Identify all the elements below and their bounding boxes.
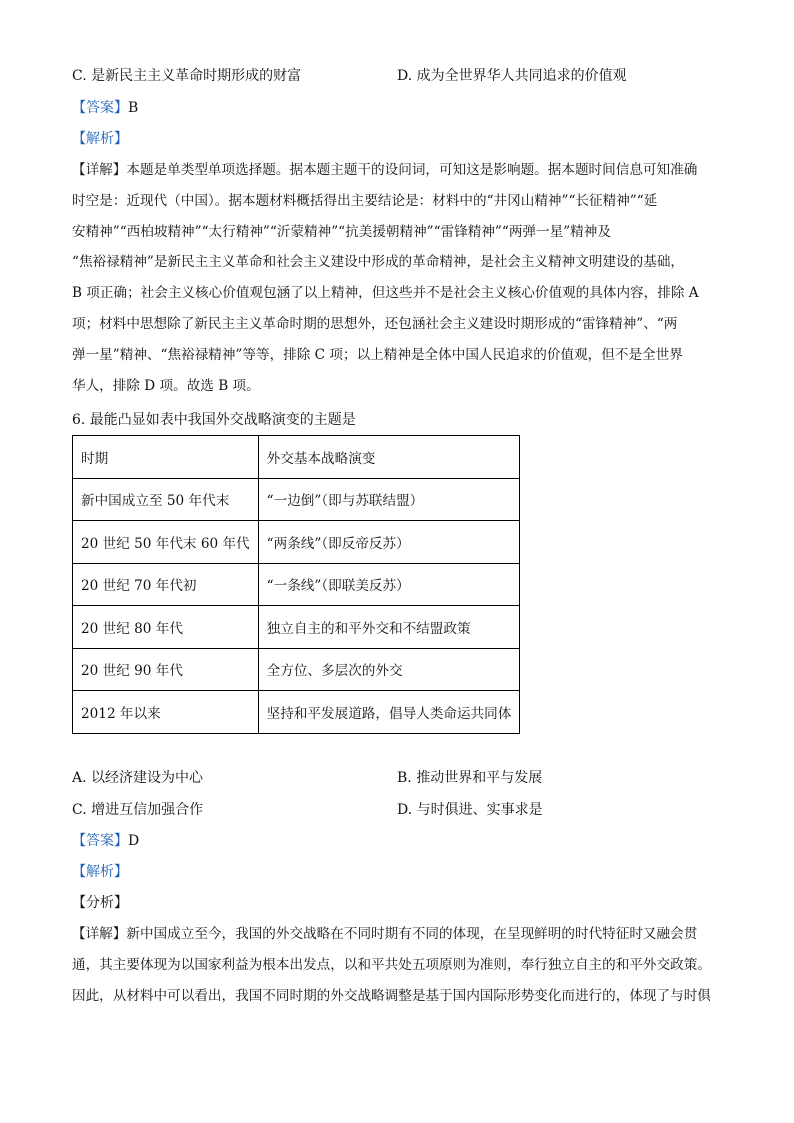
q6-option-a: A. 以经济建设为中心	[72, 770, 204, 786]
period-cell: 新中国成立至 50 年代末	[73, 478, 259, 521]
table-row	[73, 648, 520, 691]
table-row	[73, 563, 520, 606]
q6-analysis-tag: 【解析】	[72, 864, 128, 880]
detail-line: 弹一星”精神、“焦裕禄精神”等等，排除 C 项；以上精神是全体中国人民追求的价值观，但不是全世界	[72, 346, 683, 363]
strategy-cell: 坚持和平发展道路，倡导人类命运共同体	[258, 691, 520, 734]
q6-answer-line	[72, 831, 139, 851]
q5-answer-line	[72, 98, 138, 118]
detail-line: 【详解】新中国成立至今，我国的外交战略在不同时期有不同的体现，在呈现鲜明的时代特征时又融会贯	[72, 926, 698, 942]
detail-line: “焦裕禄精神”是新民主主义革命和社会主义建设中形成的革命精神，是社会主义精神文明建设的基础，	[72, 254, 685, 271]
q5-analysis-tag: 【解析】	[72, 131, 128, 147]
table-row	[73, 606, 520, 649]
detail-line: 时空是：近现代（中国）。据本题材料概括得出主要结论是：材料中的“井冈山精神”“长征精神”“延	[72, 192, 658, 209]
answer-value: B	[128, 100, 139, 116]
detail-line: 项；材料中思想除了新民主主义革命时期的思想外，还包涵社会主义建设时期形成的“雷锋精神”、“两	[72, 315, 678, 332]
header-strategy: 外交基本战略演变	[258, 436, 520, 479]
q6-option-d: D. 与时俱进、实事求是	[397, 802, 543, 818]
detail-line: 华人，排除 D 项。故选 B 项。	[72, 377, 260, 394]
period-cell: 20 世纪 90 年代	[73, 648, 259, 691]
q6-stem: 6. 最能凸显如表中我国外交战略演变的主题是	[72, 412, 356, 428]
detail-line: 安精神”“西柏坡精神”“太行精神”“沂蒙精神”“抗美援朝精神”“雷锋精神”“两弹一星”精神及	[72, 223, 611, 240]
diplomacy-strategy-table	[72, 435, 520, 734]
q6-option-c: C. 增进互信加强合作	[72, 802, 204, 818]
strategy-cell: 独立自主的和平外交和不结盟政策	[258, 606, 520, 649]
table-row	[73, 521, 520, 564]
strategy-cell: 全方位、多层次的外交	[258, 648, 520, 691]
q6-detail-paragraph	[72, 919, 724, 1011]
detail-line: 通，其主要体现为以国家利益为根本出发点，以和平共处五项原则为准则，奉行独立自主的和平外交政策。	[72, 956, 711, 973]
answer-tag: 【答案】	[72, 100, 128, 116]
strategy-cell: “两条线”（即反帝反苏）	[258, 521, 520, 564]
q5-option-d: D. 成为全世界华人共同追求的价值观	[397, 68, 627, 84]
detail-line: B 项正确；社会主义核心价值观包涵了以上精神，但这些并不是社会主义核心价值观的具体内容，排除 A	[72, 285, 699, 302]
table-header-row	[73, 436, 520, 479]
period-cell: 20 世纪 50 年代末 60 年代	[73, 521, 259, 564]
period-cell: 20 世纪 80 年代	[73, 606, 259, 649]
answer-tag: 【答案】	[72, 833, 128, 849]
q5-option-c: C. 是新民主主义革命时期形成的财富	[72, 68, 302, 84]
q5-detail-paragraph	[72, 155, 724, 401]
q6-fenxi-tag: 【分析】	[72, 895, 128, 911]
header-period: 时期	[73, 436, 259, 479]
table-row	[73, 478, 520, 521]
answer-value: D	[128, 833, 140, 849]
detail-line: 因此，从材料中可以看出，我国不同时期的外交战略调整是基于国内国际形势变化而进行的，体现了与时俱	[72, 987, 711, 1004]
period-cell: 20 世纪 70 年代初	[73, 563, 259, 606]
strategy-cell: “一条线”（即联美反苏）	[258, 563, 520, 606]
detail-line: 【详解】本题是单类型单项选择题。据本题主题干的设问词，可知这是影响题。据本题时间信息可知准确	[72, 162, 698, 178]
period-cell: 2012 年以来	[73, 691, 259, 734]
table-row	[73, 691, 520, 734]
q6-option-b: B. 推动世界和平与发展	[397, 770, 543, 786]
strategy-cell: “一边倒”（即与苏联结盟）	[258, 478, 520, 521]
